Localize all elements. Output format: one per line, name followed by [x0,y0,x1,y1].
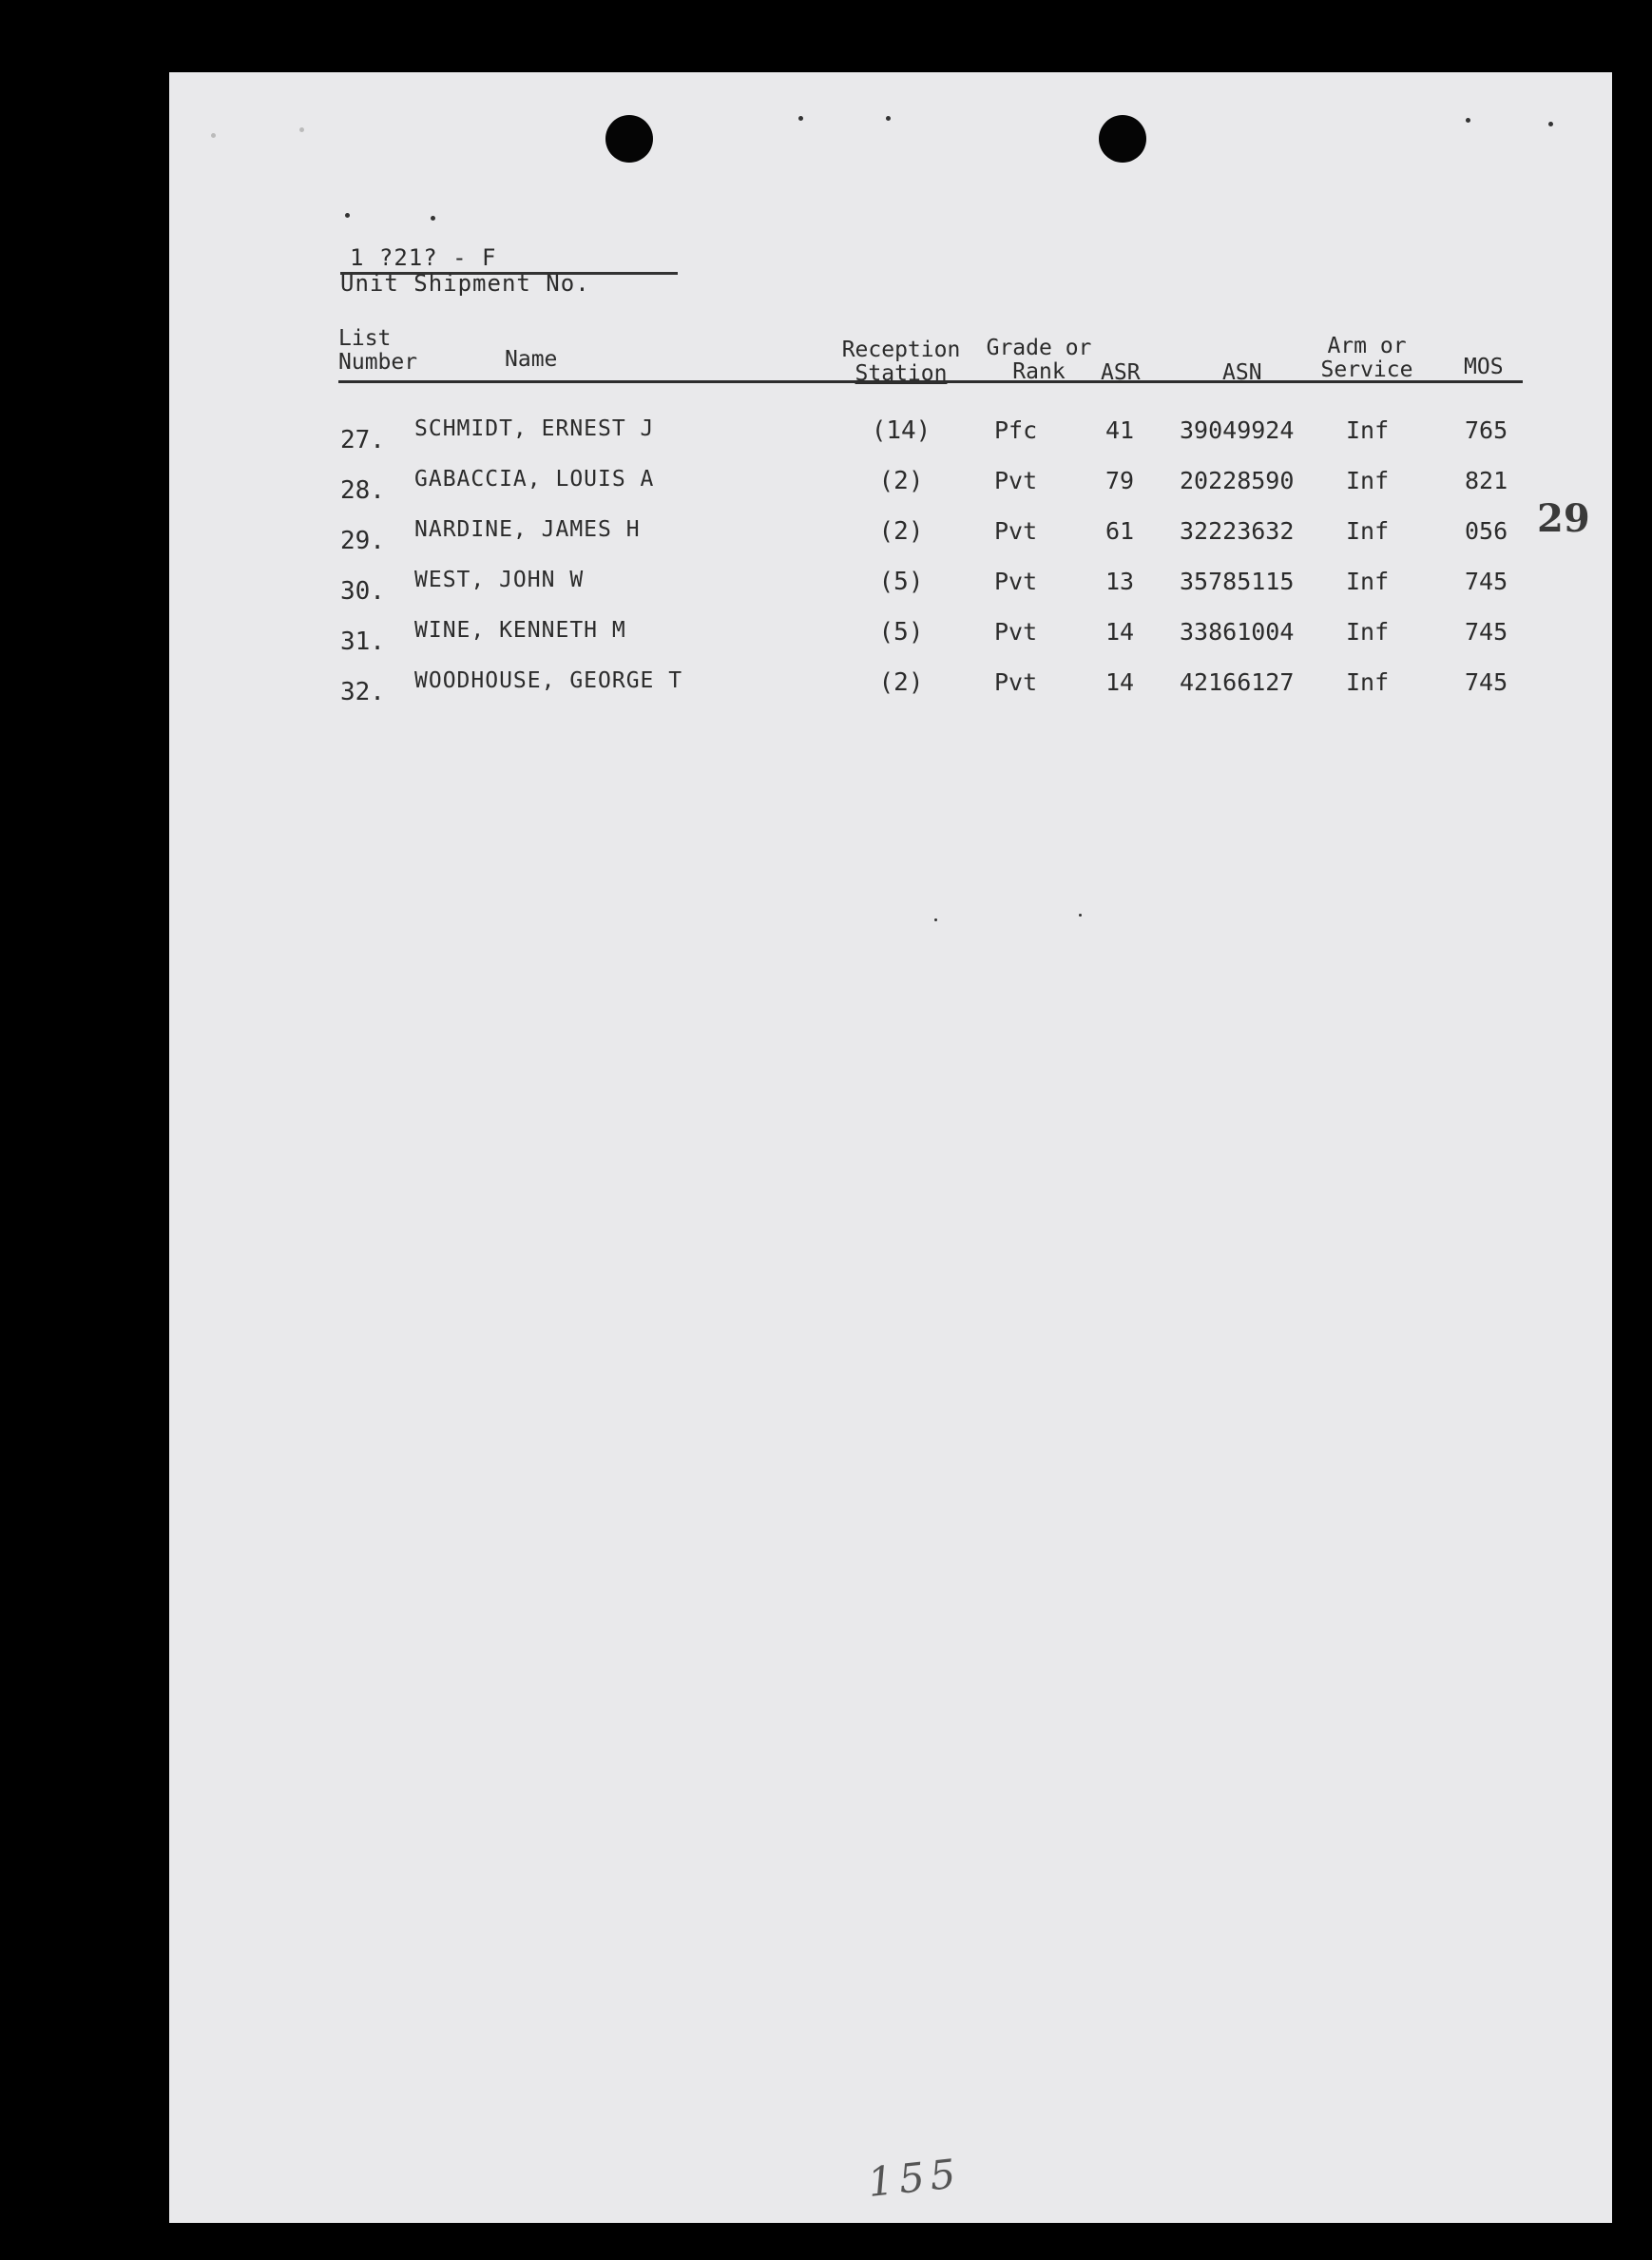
header-grade-rank: Grade or Rank [986,336,1092,384]
speck [1548,122,1553,126]
arm-service: Inf [1346,416,1390,444]
list-number: 28. [340,476,385,505]
asn: 42166127 [1180,668,1295,696]
mos: 745 [1465,668,1508,696]
list-number: 30. [340,577,385,606]
speck [299,127,304,132]
speck [431,216,435,221]
grade: Pvt [994,668,1038,696]
mos: 745 [1465,568,1508,595]
list-number: 27. [340,426,385,454]
asr: 41 [1105,416,1135,444]
asn: 39049924 [1180,416,1295,444]
shipment-number: 1 ?21? - F [340,243,678,275]
speck [934,918,937,921]
asr: 13 [1105,568,1135,595]
header-list-number: List Number [338,326,418,375]
soldier-name: GABACCIA, LOUIS A [414,467,655,492]
mos: 821 [1465,467,1508,494]
grade: Pvt [994,568,1038,595]
header-rule [338,380,1523,383]
table-row [169,517,1612,555]
speck [211,133,216,138]
asn: 20228590 [1180,467,1295,494]
header-asn: ASN [1222,360,1262,385]
asr: 79 [1105,467,1135,494]
mos: 765 [1465,416,1508,444]
mos: 745 [1465,618,1508,646]
reception-station: (2) [878,467,924,495]
header-mos: MOS [1464,355,1504,379]
header-asr: ASR [1101,360,1141,385]
arm-service: Inf [1346,517,1390,545]
asn: 32223632 [1180,517,1295,545]
asr: 14 [1105,618,1135,646]
punch-hole-right [1099,115,1146,163]
soldier-name: WOODHOUSE, GEORGE T [414,668,683,693]
speck [1079,914,1082,917]
table-row [169,568,1612,606]
grade: Pvt [994,467,1038,494]
list-number: 32. [340,678,385,706]
table-row [169,416,1612,454]
table-row [169,467,1612,505]
reception-station: (5) [878,618,924,647]
soldier-name: WINE, KENNETH M [414,618,626,643]
document-page [169,72,1612,2223]
speck [798,116,803,121]
punch-hole-left [605,115,653,163]
reception-station: (2) [878,517,924,546]
reception-station: (5) [878,568,924,596]
margin-number: 29 [1537,496,1590,541]
speck [886,116,891,121]
arm-service: Inf [1346,668,1390,696]
arm-service: Inf [1346,568,1390,595]
header-name: Name [505,347,558,372]
page-number: 155 [865,2150,964,2206]
list-number: 29. [340,527,385,555]
soldier-name: NARDINE, JAMES H [414,517,641,542]
asr: 61 [1105,517,1135,545]
header-reception-station: Reception Station [841,338,961,386]
soldier-name: WEST, JOHN W [414,568,585,592]
shipment-label: Unit Shipment No. [340,270,590,297]
grade: Pvt [994,618,1038,646]
speck [1466,118,1470,123]
reception-station: (2) [878,668,924,697]
list-number: 31. [340,628,385,656]
mos: 056 [1465,517,1508,545]
asr: 14 [1105,668,1135,696]
table-row [169,668,1612,706]
arm-service: Inf [1346,618,1390,646]
header-arm-service: Arm or Service [1320,334,1413,382]
speck [345,213,350,218]
asn: 33861004 [1180,618,1295,646]
asn: 35785115 [1180,568,1295,595]
soldier-name: SCHMIDT, ERNEST J [414,416,655,441]
arm-service: Inf [1346,467,1390,494]
grade: Pvt [994,517,1038,545]
reception-station: (14) [871,416,932,445]
table-row [169,618,1612,656]
grade: Pfc [994,416,1038,444]
